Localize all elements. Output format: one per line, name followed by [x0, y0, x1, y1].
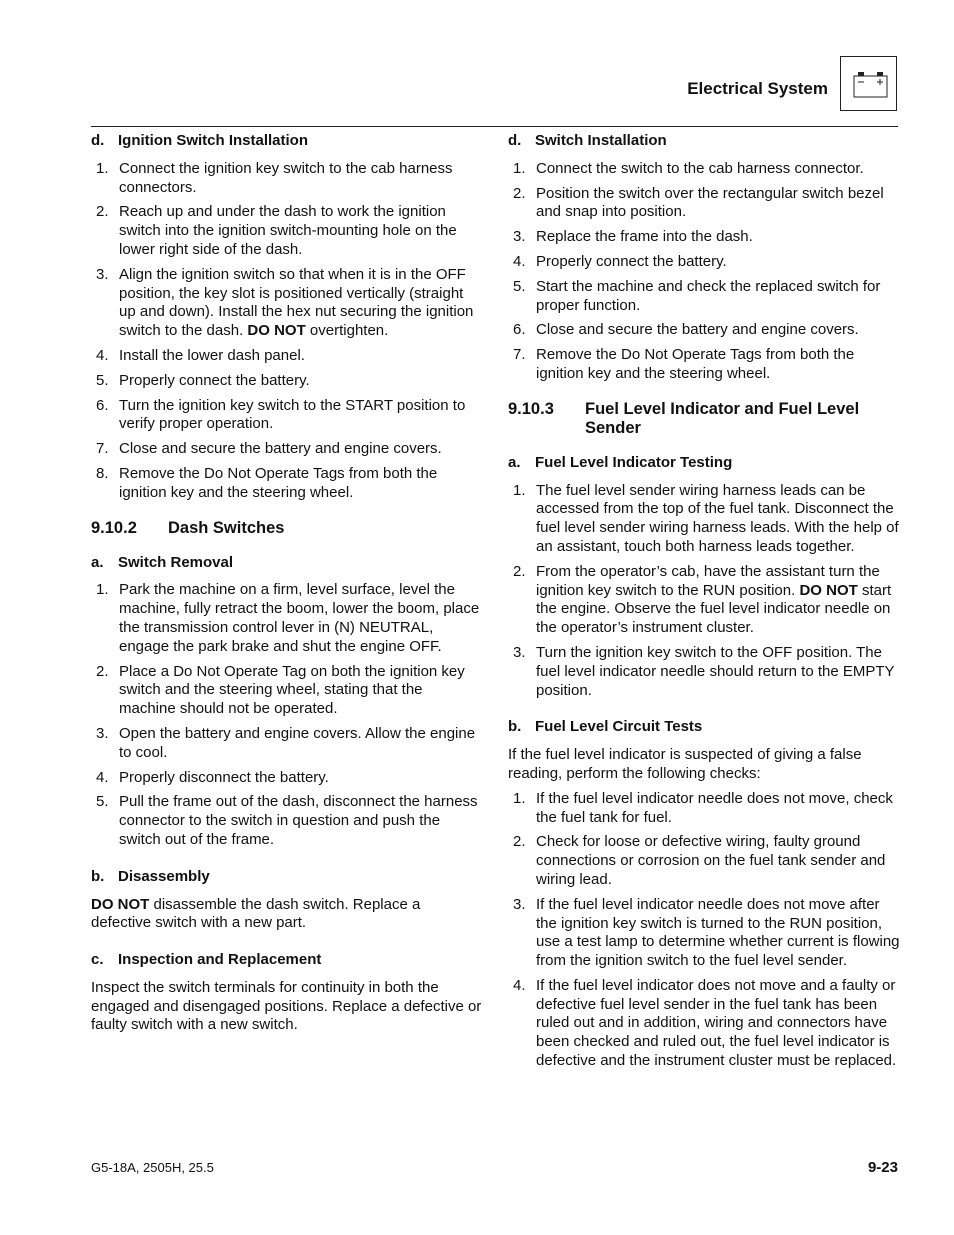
subheading-inspection-replacement: c. Inspection and Replacement: [91, 951, 322, 969]
list-item: 1. If the fuel level indicator needle does not move, check the fuel tank for fuel.: [513, 789, 893, 826]
left-column: [91, 132, 483, 1041]
section-heading-fuel-level: 9.10.3 Fuel Level Indicator and Fuel Level Sender: [508, 399, 860, 437]
list-item: 5. Pull the frame out of the dash, disconnect the harness connector to the switch in question and push the switch out of the frame.: [96, 793, 478, 848]
ignition-install-steps: [91, 160, 483, 503]
list-item: 2. Place a Do Not Operate Tag on both the ignition key switch and the steering wheel, stating that the machine should not be operated.: [96, 662, 465, 718]
list-item: 3. Turn the ignition key switch to the OFF position. The fuel level indicator needle should return to the EMPTY position.: [513, 643, 895, 699]
list-item: 7. Remove the Do Not Operate Tags from both the ignition key and the steering wheel.: [513, 346, 855, 382]
circuit-tests-steps: [508, 790, 900, 1071]
subheading-switch-removal: a. Switch Removal: [91, 553, 234, 571]
subheading-ignition-switch-installation: d. Ignition Switch Installation: [91, 132, 308, 149]
list-item: 2. Reach up and under the dash to work the ignition switch into the ignition switch-mounting hole on the lower right side of the dash.: [96, 203, 457, 258]
switch-removal-steps: [91, 581, 483, 849]
subheading-switch-installation: d. Switch Installation: [508, 132, 667, 149]
list-item: 2. From the operator’s cab, have the assistant turn the ignition key switch to the RUN position. DO NOT start the engine. Observe the fuel level indicator needle on the operator’s instrument cluster.: [513, 562, 892, 637]
list-item: 4. Install the lower dash panel.: [96, 346, 305, 364]
list-item: 2. Check for loose or defective wiring, faulty ground connections or corrosion on the fuel tank sender and wiring lead.: [513, 833, 886, 888]
list-item: 3. If the fuel level indicator needle does not move after the ignition key switch is turned to the RUN position, use a test lamp to determine whether current is flowing from the ignition switch to the fuel level sender.: [513, 895, 900, 970]
list-item: 1. The fuel level sender wiring harness leads can be accessed from the top of the fuel tank. Disconnect the fuel level sender wiring harness leads. With the help of an assistant, touch both harness leads together.: [513, 481, 899, 555]
header-icon-box: [840, 56, 897, 111]
circuit-tests-intro: If the fuel level indicator is suspected of giving a false reading, perform the following checks:: [508, 746, 862, 782]
list-item: 7. Close and secure the battery and engine covers.: [96, 440, 442, 458]
list-item: 3. Open the battery and engine covers. Allow the engine to cool.: [96, 724, 476, 761]
list-item: 4. Properly connect the battery.: [513, 252, 727, 270]
fuel-testing-steps: [508, 482, 900, 701]
section-heading-dash-switches: 9.10.2 Dash Switches: [91, 518, 285, 537]
list-item: 1. Connect the ignition key switch to the cab harness connectors.: [96, 159, 453, 196]
list-item: 3. Align the ignition switch so that when it is in the OFF position, the key slot is positioned vertically (straight up and down). Install the hex nut securing the ignition switch to the dash. DO NOT overtighten.: [96, 265, 474, 340]
page-header-title: Electrical System: [687, 79, 828, 98]
list-item: 4. Properly disconnect the battery.: [96, 768, 329, 786]
right-column: [508, 132, 900, 1077]
footer-document-code: G5-18A, 2505H, 25.5: [91, 1160, 214, 1175]
subheading-fuel-level-circuit-tests: b. Fuel Level Circuit Tests: [508, 718, 703, 736]
disassembly-paragraph: DO NOT disassemble the dash switch. Replace a defective switch with a new part.: [91, 895, 421, 932]
battery-icon: [841, 57, 898, 112]
list-item: 8. Remove the Do Not Operate Tags from both the ignition key and the steering wheel.: [96, 464, 438, 501]
list-item: 6. Turn the ignition key switch to the START position to verify proper operation.: [96, 396, 466, 433]
subheading-fuel-level-indicator-testing: a. Fuel Level Indicator Testing: [508, 453, 733, 471]
header-divider: [91, 126, 898, 127]
subheading-disassembly: b. Disassembly: [91, 867, 210, 885]
list-item: 5. Start the machine and check the replaced switch for proper function.: [513, 277, 881, 314]
list-item: 1. Park the machine on a firm, level surface, level the machine, fully retract the boom, lower the boom, place the transmission control lever in (N) NEUTRAL, engage the park brake and shut the engine OFF.: [96, 581, 480, 655]
list-item: 2. Position the switch over the rectangular switch bezel and snap into position.: [513, 184, 884, 221]
list-item: 1. Connect the switch to the cab harness connector.: [513, 159, 864, 177]
list-item: 6. Close and secure the battery and engine covers.: [513, 321, 859, 339]
inspection-paragraph: Inspect the switch terminals for continuity in both the engaged and disengaged positions. Replace a defective or faulty switch with a new switch.: [91, 978, 482, 1034]
switch-install-steps: [508, 160, 900, 384]
footer-page-number: 9-23: [867, 1159, 898, 1176]
list-item: 5. Properly connect the battery.: [96, 371, 310, 389]
list-item: 3. Replace the frame into the dash.: [513, 228, 753, 246]
list-item: 4. If the fuel level indicator does not move and a faulty or defective fuel level sender in the fuel tank has been ruled out and in addition, wiring and connectors have been checked and ruled out, the fuel level indicator is defective and the instrument cluster must be replaced.: [513, 976, 897, 1070]
